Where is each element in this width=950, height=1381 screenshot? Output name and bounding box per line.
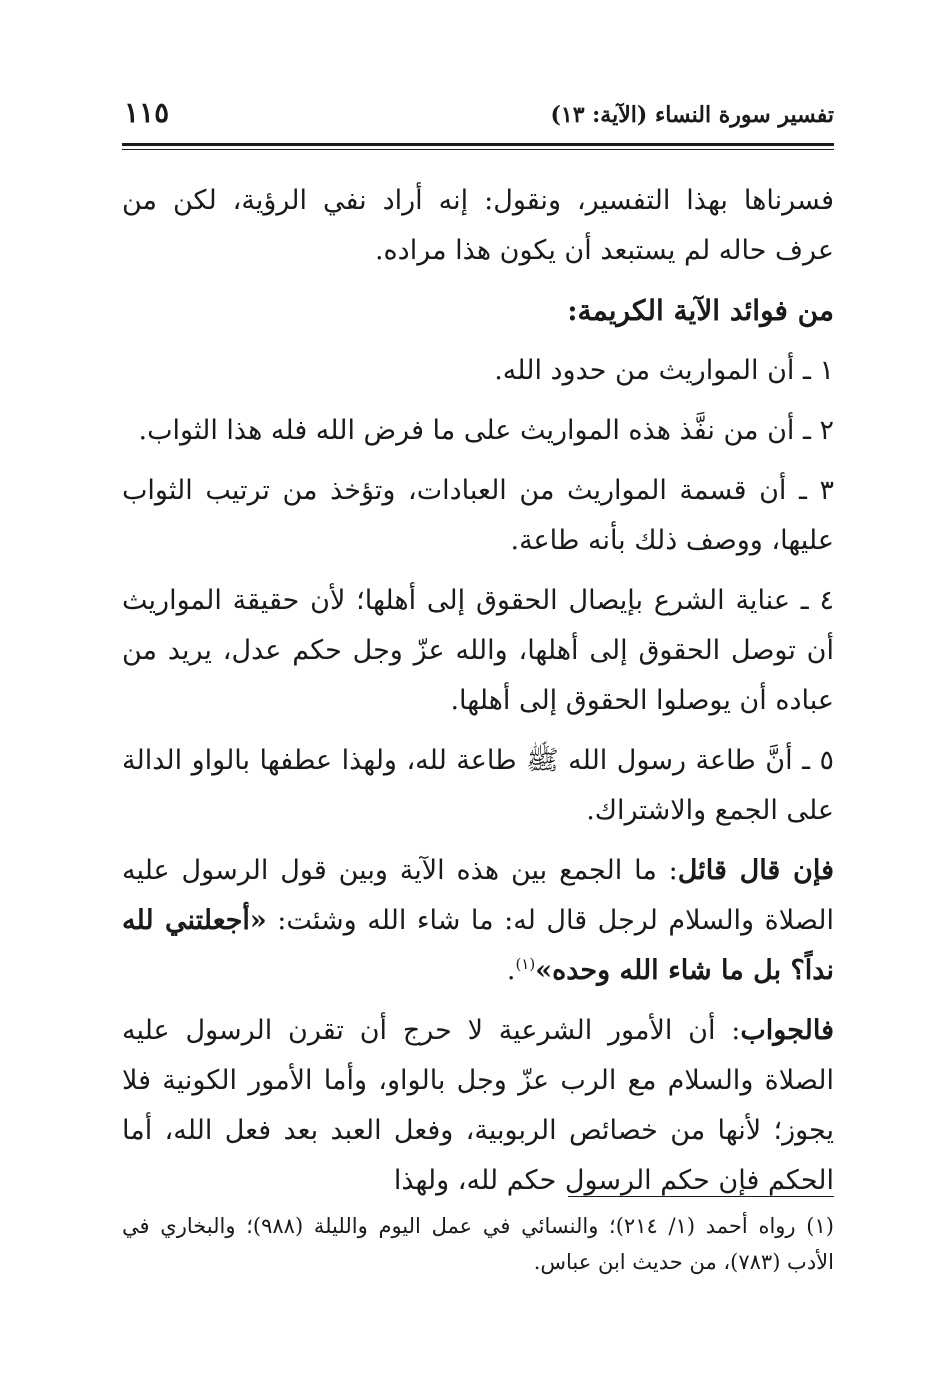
page-header [122,96,834,136]
answer-text: : أن الأمور الشرعية لا حرج أن تقرن الرسول عليه الصلاة والسلام مع الرب عزّ وجل بالواو، وأما الأمور الكونية فلا يجوز؛ لأنها من خصائص الربوبية، وفعل العبد بعد فعل الله، أما الحكم فإن حكم الرسول حكم لله، ولهذا [122,1015,834,1196]
running-title: تفسير سورة النساء (الآية: ١٣) [550,102,834,128]
header-rule-thin [122,149,834,150]
question-text: : ما الجمع بين هذه الآية وبين قول الرسول عليه الصلاة والسلام لرجل قال له: ما شاء الله وشئت: [122,855,834,936]
footnote-reference[interactable]: (١) [515,955,536,973]
question-end: . [506,955,516,986]
benefit-item-1: ١ ـ أن المواريث من حدود الله. [494,355,834,386]
page-number: ١١٥ [124,96,170,129]
benefit-item-2: ٢ ـ أن من نفَّذ هذه المواريث على ما فرض الله فله هذا الثواب. [138,415,834,446]
benefit-item-4: ٤ ـ عناية الشرع بإيصال الحقوق إلى أهلها؛ لأن حقيقة المواريث أن توصل الحقوق إلى أهلها، والله عزّ وجل حكم عدل، يريد من عباده أن يوصلوا الحقوق إلى أهلها. [122,585,834,716]
intro-paragraph: فسرناها بهذا التفسير، ونقول: إنه أراد نفي الرؤية، لكن من عرف حاله لم يستبعد أن يكون هذا مراده. [122,185,834,266]
footnote-separator [568,1196,834,1197]
question-lead: فإن قال قائل [677,855,834,886]
answer-lead: فالجواب [740,1015,834,1046]
main-text [122,176,834,1216]
benefit-item-3: ٣ ـ أن قسمة المواريث من العبادات، وتؤخذ من ترتيب الثواب عليها، ووصف ذلك بأنه طاعة. [122,475,834,556]
header-rule-thick [122,143,834,146]
footnote: (١) رواه أحمد (١/ ٢١٤)؛ والنسائي في عمل اليوم والليلة (٩٨٨)؛ والبخاري في الأدب (٧٨٣)، من حديث ابن عباس. [122,1214,834,1274]
answer-paragraph [122,1006,834,1206]
question-paragraph [122,846,834,996]
hadith-quote: «أجعلتني لله نداً؟ بل ما شاء الله وحده» [122,905,834,986]
benefit-item-5: ٥ ـ أنَّ طاعة رسول الله ﷺ طاعة لله، ولهذا عطفها بالواو الدالة على الجمع والاشتراك. [122,745,834,826]
section-heading: من فوائد الآية الكريمة: [567,294,834,327]
